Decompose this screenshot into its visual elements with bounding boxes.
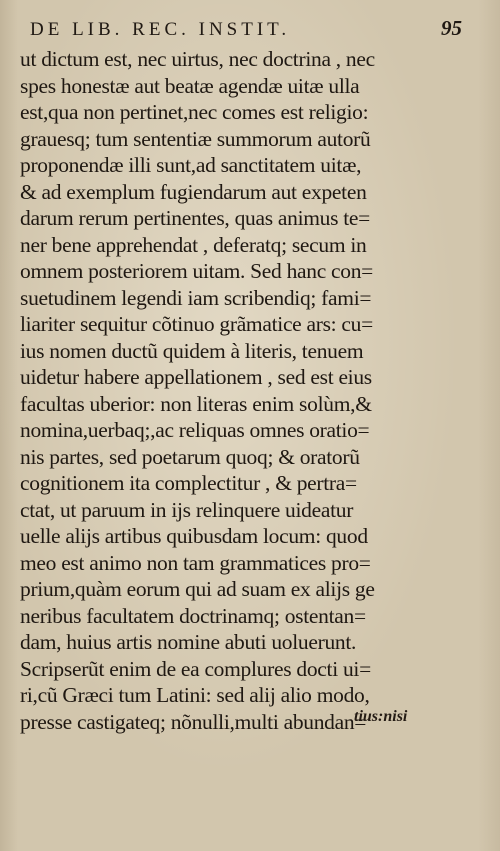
text-line-7: darum rerum pertinentes, quas animus te= xyxy=(20,206,370,230)
text-line-24: Scripserũt enim de ea complures docti ui= xyxy=(20,656,371,681)
text-line-2: spes honestæ aut beatæ agendæ uitæ ulla xyxy=(20,73,360,98)
page-number: 95 xyxy=(441,16,462,40)
running-head xyxy=(30,16,470,46)
text-line-8: ner bene apprehendat , deferatq; secum in xyxy=(20,232,367,257)
text-line-6: & ad exemplum fugiendarum aut expeten xyxy=(20,179,367,204)
text-line-1: ut dictum est, nec uirtus, nec doctrina , nec xyxy=(20,47,375,71)
text-line-3: est,qua non pertinet,nec comes est religio: xyxy=(20,100,369,124)
text-line-5: proponendæ illi sunt,ad sanctitatem uitæ, xyxy=(20,153,362,177)
text-line-11: liariter sequitur cõtinuo grãmatice ars: cu= xyxy=(20,312,373,336)
text-line-4: grauesq; tum sententiæ summorum autorũ xyxy=(20,126,371,151)
text-line-26: presse castigateq; nõnulli,multi abundan= xyxy=(20,709,367,734)
running-title: DE LIB. REC. INSTIT. xyxy=(30,19,291,40)
text-line-21: prium,quàm eorum qui ad suam ex alijs ge xyxy=(20,577,375,601)
text-line-9: omnem posteriorem uitam. Sed hanc con= xyxy=(20,259,373,283)
text-line-12: ius nomen ductũ quidem à literis, tenuem xyxy=(20,338,364,363)
text-line-18: ctat, ut paruum in ijs relinquere uideatur xyxy=(20,497,354,522)
text-line-14: facultas uberior: non literas enim solùm,& xyxy=(20,391,372,416)
text-line-25: ri,cũ Græci tum Latini: sed alij alio modo, xyxy=(20,683,370,707)
text-line-15: nomina,uerbaq;,ac reliquas omnes oratio= xyxy=(20,418,370,442)
text-line-10: suetudinem legendi iam scribendiq; fami= xyxy=(20,285,372,310)
catchword: tius:nisi xyxy=(354,708,408,725)
text-line-13: uidetur habere appellationem , sed est eius xyxy=(20,365,372,389)
text-line-17: cognitionem ita complectitur , & pertra= xyxy=(20,471,357,495)
text-line-23: dam, huius artis nomine abuti uoluerunt. xyxy=(20,630,357,654)
text-line-16: nis partes, sed poetarum quoq; & oratorũ xyxy=(20,444,360,469)
text-line-19: uelle alijs artibus quibusdam locum: quod xyxy=(20,524,368,548)
text-line-22: neribus facultatem doctrinamq; ostentan= xyxy=(20,603,366,628)
text-line-20: meo est animo non tam grammatices pro= xyxy=(20,550,371,575)
text-block xyxy=(20,46,444,735)
